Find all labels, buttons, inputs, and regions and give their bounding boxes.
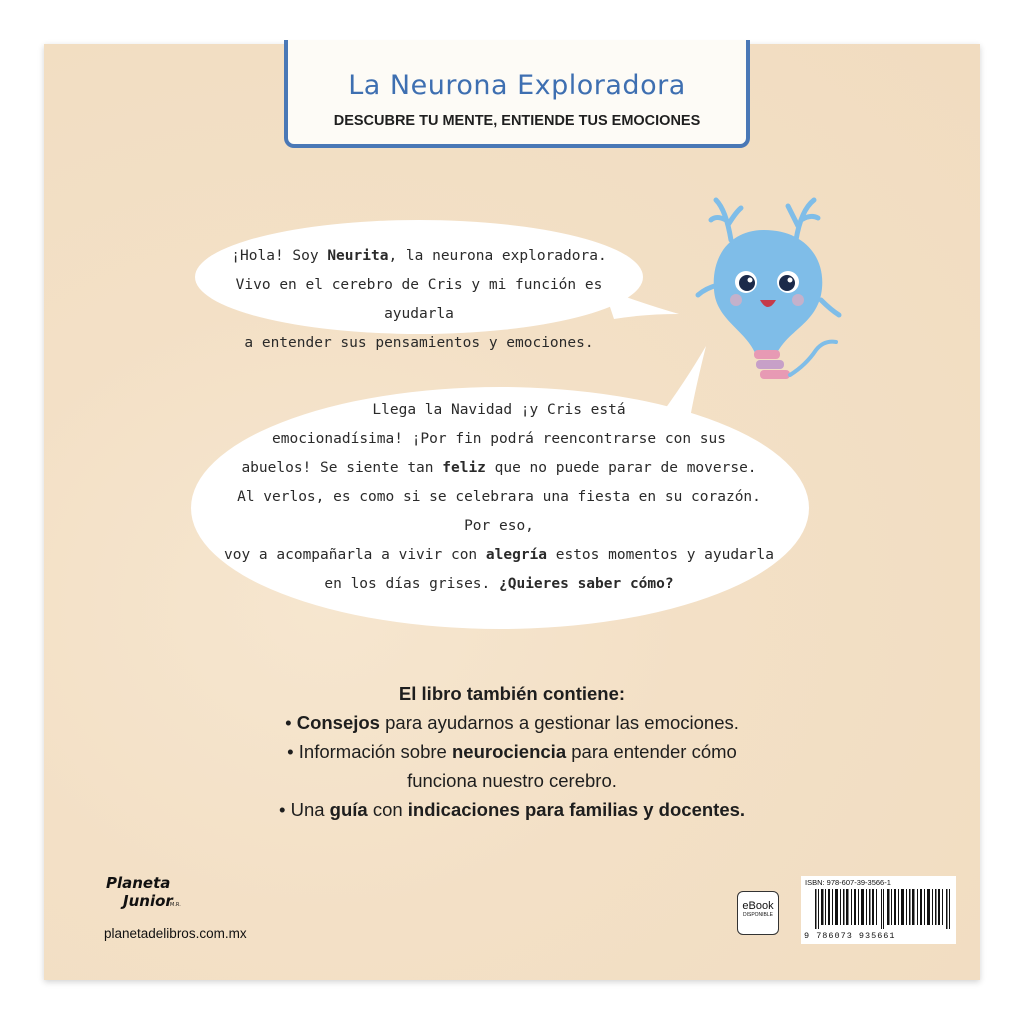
- bubble-2-line: Llega la Navidad ¡y Cris está: [372, 402, 626, 418]
- bubble-2-line: Al verlos, es como si se celebrara una fiesta en su corazón. Por eso,: [237, 489, 761, 534]
- info-item: • Una guía con indicaciones para familias y docentes.: [278, 799, 746, 820]
- back-cover: [44, 44, 980, 980]
- publisher-logo-planeta: Planeta: [106, 874, 171, 892]
- ebook-badge: [737, 891, 779, 935]
- publisher-website: planetadelibros.com.mx: [104, 926, 247, 941]
- bubble-1-text: [204, 242, 634, 358]
- book-title: La Neurona Exploradora: [348, 70, 686, 101]
- bubble-1-line: ¡Hola! Soy Neurita, la neurona exploradora.: [231, 248, 607, 264]
- publisher-logo-mark: M.R.: [170, 902, 181, 908]
- bubble-2-line: voy a acompañarla a vivir con alegría estos momentos y ayudarla: [224, 547, 774, 563]
- ebook-label: eBook: [742, 900, 774, 912]
- bubble-1-line: Vivo en el cerebro de Cris y mi función es ayudarla: [235, 277, 603, 322]
- info-heading: El libro también contiene:: [398, 683, 626, 704]
- isbn-label: ISBN: 978-607-39-3566-1: [805, 878, 891, 887]
- isbn-digits: 9 786073 935661: [804, 931, 896, 941]
- bubble-2-line: emocionadísima! ¡Por fin podrá reencontrarse con sus: [272, 431, 726, 447]
- info-item: • Información sobre neurociencia para entender cómo: [287, 741, 737, 762]
- bubble-2-line: en los días grises. ¿Quieres saber cómo?: [324, 576, 674, 592]
- bubble-2-text: [224, 396, 774, 599]
- book-contents-info: [194, 679, 830, 824]
- barcode-icon: [815, 889, 952, 929]
- title-box: [284, 40, 750, 148]
- publisher-logo-junior: Junior: [123, 892, 173, 910]
- book-subtitle: DESCUBRE TU MENTE, ENTIENDE TUS EMOCIONES: [333, 113, 701, 129]
- ebook-sublabel: DISPONIBLE: [742, 912, 773, 918]
- bubble-2-line: abuelos! Se siente tan feliz que no puede parar de moverse.: [241, 460, 757, 476]
- isbn-barcode-box: [801, 876, 956, 944]
- bubble-1-line: a entender sus pensamientos y emociones.: [244, 335, 594, 351]
- info-item: • Consejos para ayudarnos a gestionar las emociones.: [285, 712, 739, 733]
- neurita-character-illustration: [656, 190, 866, 390]
- info-item-continued: funciona nuestro cerebro.: [407, 770, 617, 791]
